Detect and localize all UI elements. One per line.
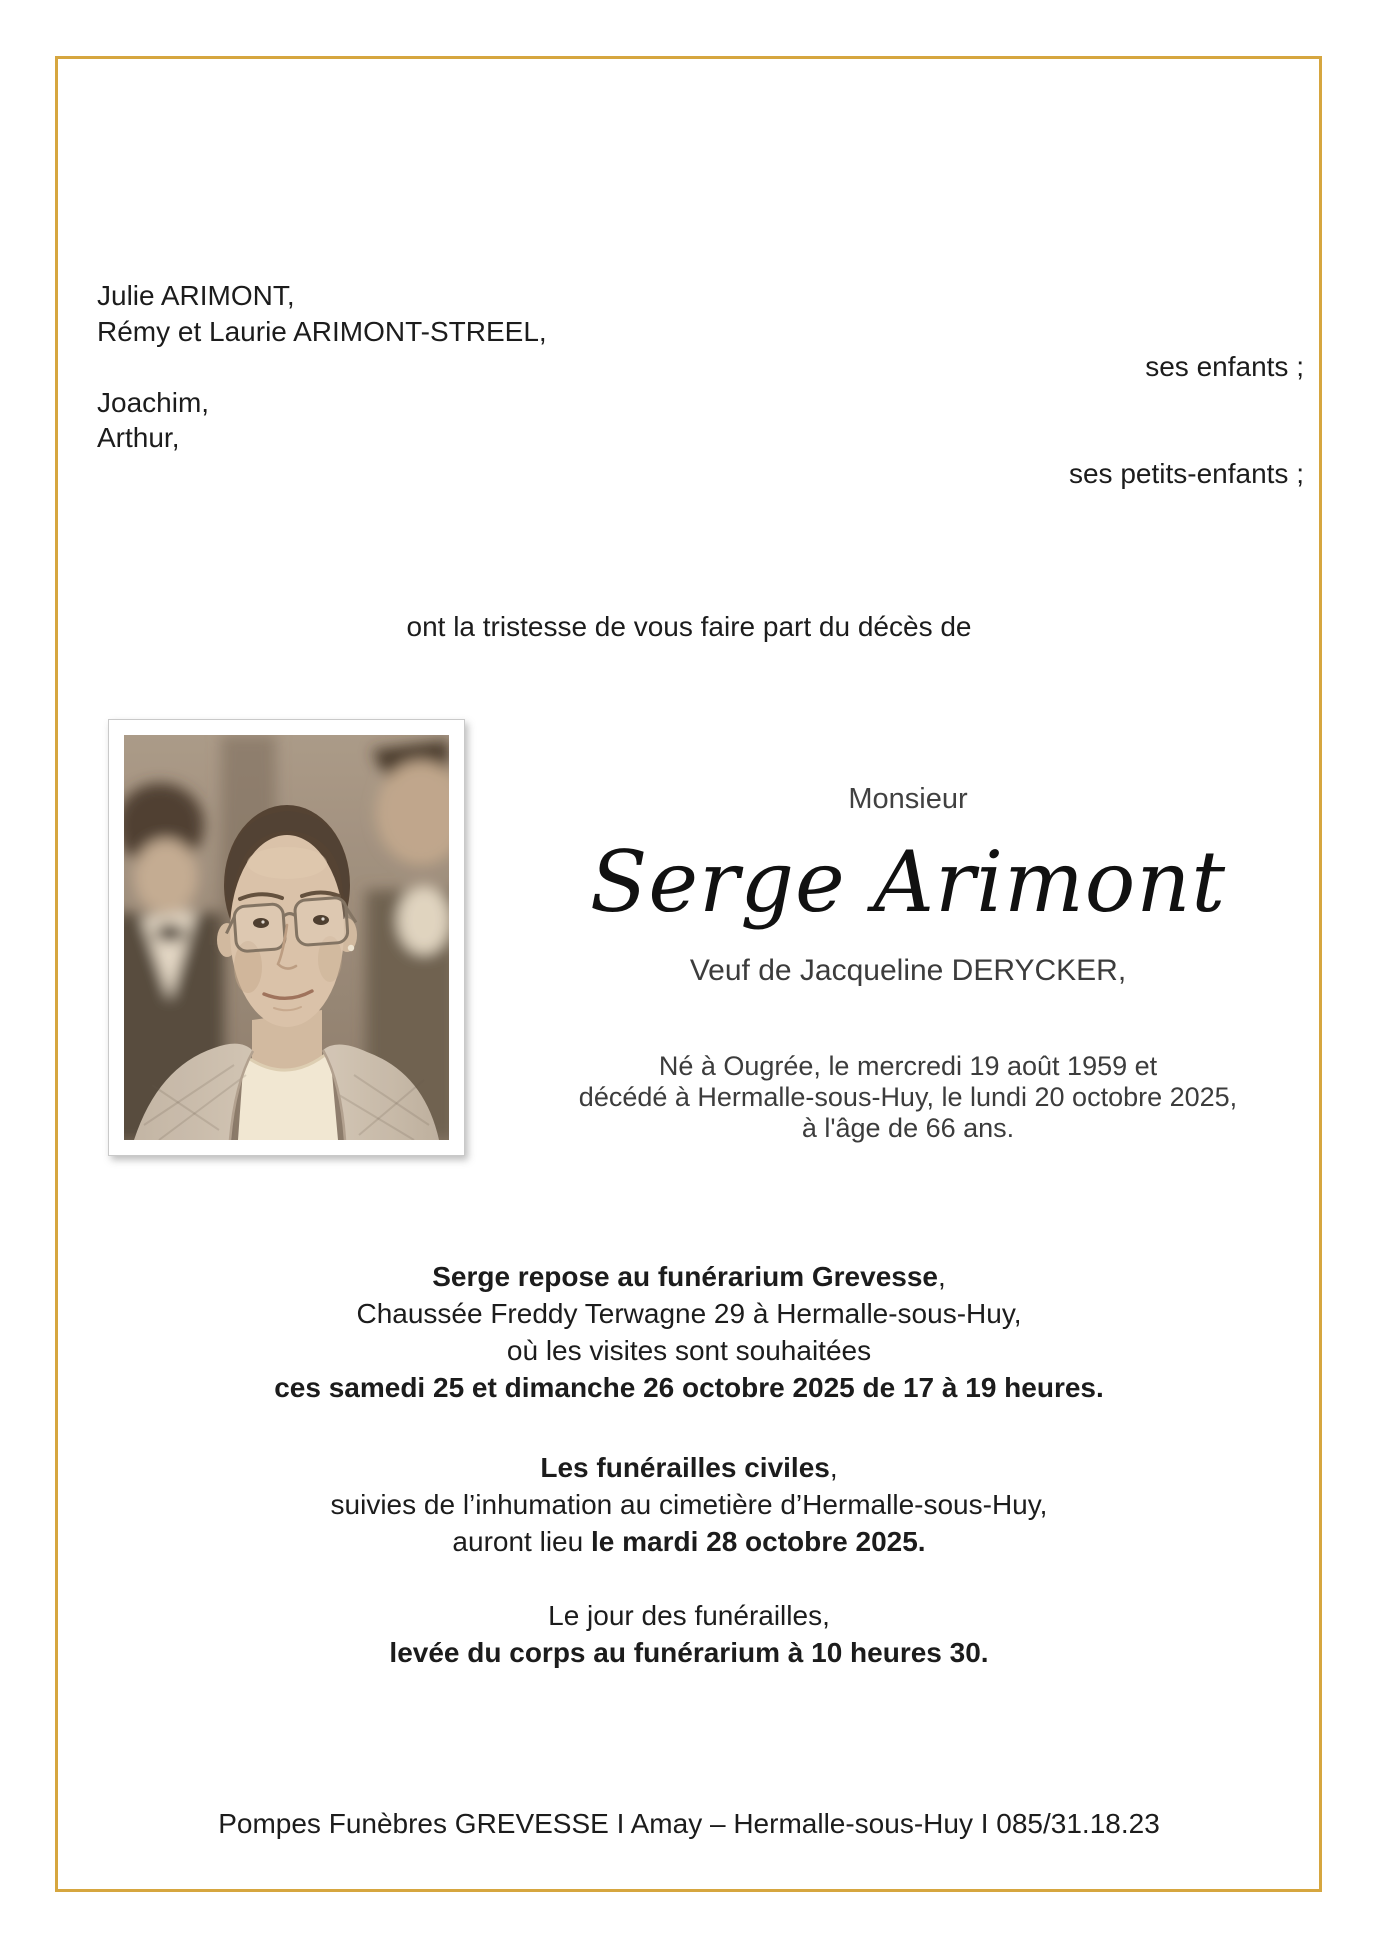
procession-time-line: levée du corps au funérarium à 10 heures 30. bbox=[389, 1637, 989, 1668]
funeral-type-bold: Les funérailles civiles bbox=[540, 1452, 830, 1483]
visitation-location-line bbox=[0, 1258, 1378, 1295]
family-block bbox=[97, 278, 1304, 491]
deceased-block bbox=[480, 719, 1336, 1144]
visitation-schedule-line: ces samedi 25 et dimanche 26 octobre 2025 de 17 à 19 heures. bbox=[274, 1372, 1104, 1403]
visitation-location-rest: , bbox=[938, 1261, 946, 1292]
deceased-title: Monsieur bbox=[848, 783, 968, 815]
portrait-photo-illustration bbox=[124, 735, 449, 1140]
birth-line: Né à Ougrée, le mercredi 19 août 1959 et bbox=[658, 1051, 1158, 1081]
death-line: décédé à Hermalle-sous-Huy, le lundi 20 octobre 2025, bbox=[578, 1082, 1238, 1112]
funeral-block bbox=[0, 1449, 1378, 1560]
family-line-grandchild-2: Arthur, bbox=[97, 422, 180, 453]
portrait-photo bbox=[108, 719, 465, 1156]
children-relation-label: ses enfants ; bbox=[1145, 351, 1304, 382]
visitation-visits-line: où les visites sont souhaitées bbox=[506, 1335, 872, 1366]
visitation-address-line: Chaussée Freddy Terwagne 29 à Hermalle-sous-Huy, bbox=[356, 1298, 1022, 1329]
funeral-burial-line: suivies de l’inhumation au cimetière d’Hermalle-sous-Huy, bbox=[330, 1489, 1048, 1520]
funeral-home-footer: Pompes Funèbres GREVESSE I Amay – Hermalle-sous-Huy I 085/31.18.23 bbox=[218, 1808, 1160, 1839]
family-line-child-1: Julie ARIMONT, bbox=[97, 280, 295, 311]
funeral-date-bold: le mardi 28 octobre 2025. bbox=[590, 1526, 926, 1557]
family-line-child-2: Rémy et Laurie ARIMONT-STREEL, bbox=[97, 315, 547, 347]
visitation-block bbox=[0, 1258, 1378, 1406]
funeral-type-rest: , bbox=[829, 1452, 838, 1483]
deceased-name: Serge Arimont bbox=[589, 833, 1227, 931]
grandchildren-relation-label: ses petits-enfants ; bbox=[1068, 457, 1304, 489]
visitation-location-bold: Serge repose au funérarium Grevesse bbox=[432, 1261, 938, 1292]
procession-block bbox=[0, 1597, 1378, 1671]
funeral-type-line bbox=[0, 1449, 1378, 1486]
widower-line: Veuf de Jacqueline DERYCKER, bbox=[689, 954, 1127, 987]
funeral-date-line bbox=[0, 1523, 1378, 1560]
age-line: à l'âge de 66 ans. bbox=[801, 1113, 1015, 1143]
family-line-grandchild-1: Joachim, bbox=[97, 386, 210, 418]
procession-day-line: Le jour des funérailles, bbox=[548, 1600, 830, 1631]
funeral-date-normal: auront lieu bbox=[452, 1526, 591, 1557]
announcement-line: ont la tristesse de vous faire part du décès de bbox=[406, 611, 972, 642]
life-dates-block bbox=[480, 1051, 1336, 1144]
